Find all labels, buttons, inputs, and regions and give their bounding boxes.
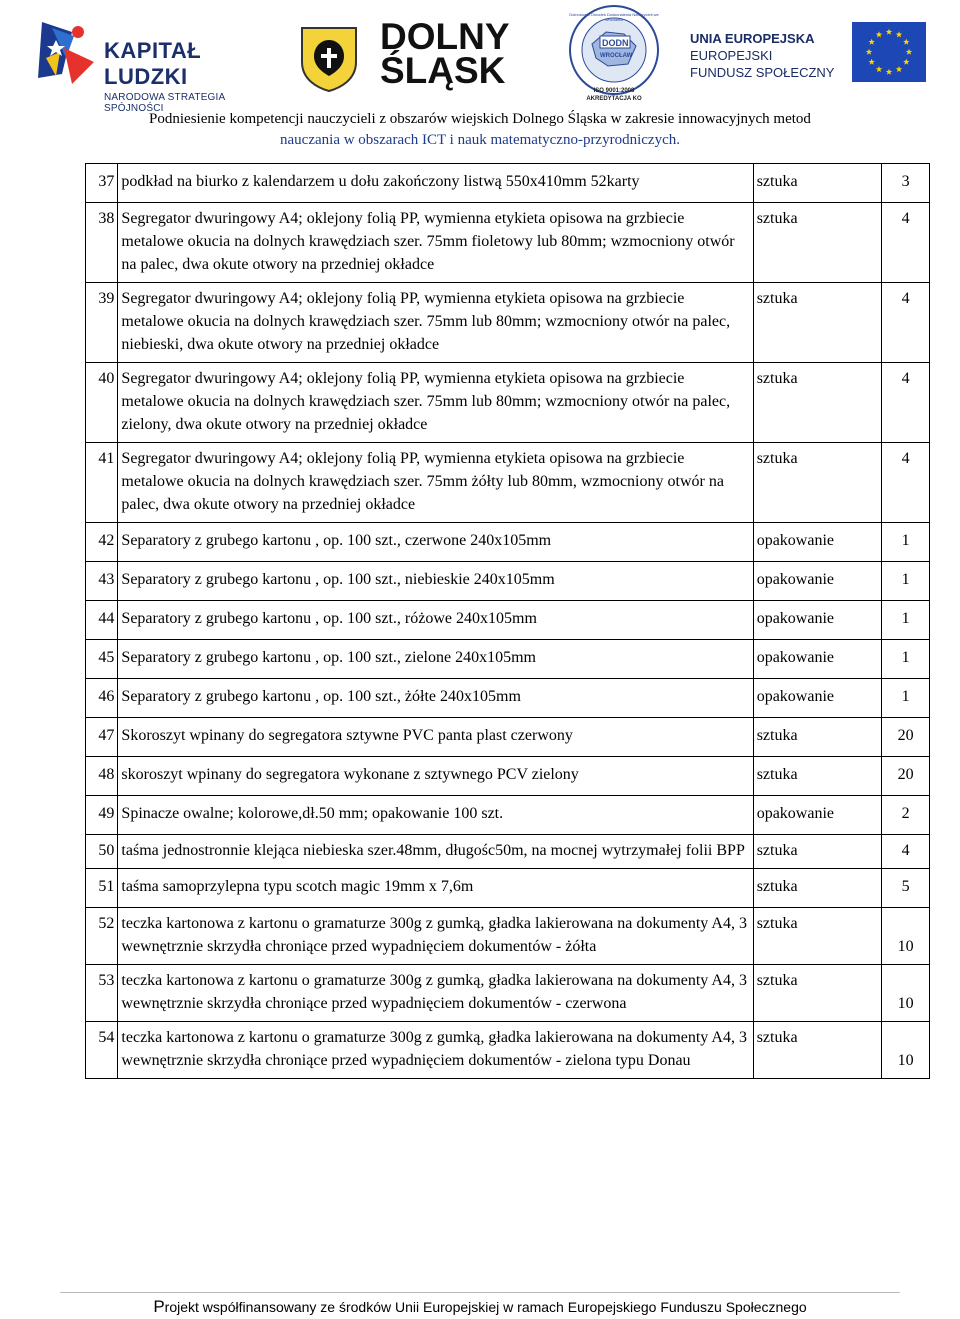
- table-row: [86, 1022, 930, 1079]
- eu-line1: UNIA EUROPEJSKA: [690, 31, 815, 46]
- item-number: 52: [86, 908, 118, 965]
- item-description: Segregator dwuringowy A4; oklejony folią PP, wymienna etykieta opisowa na grzbiecie metalowe okucia na dolnych krawędziach szer. 75mm lub 80mm; wzmocniony otwór na palec, niebieski, dwa okute otwory na przedniej okładce: [118, 283, 753, 363]
- eu-flag-icon: [852, 22, 926, 82]
- item-unit: opakowanie: [753, 523, 882, 562]
- items-table: [85, 163, 930, 1079]
- dodn-logo: [562, 4, 672, 108]
- item-number: 51: [86, 869, 118, 908]
- item-unit: sztuka: [753, 283, 882, 363]
- item-number: 41: [86, 443, 118, 523]
- eu-line3: FUNDUSZ SPOŁECZNY: [690, 65, 835, 80]
- dolny-slask-line2: ŚLĄSK: [380, 50, 506, 91]
- item-unit: sztuka: [753, 363, 882, 443]
- table-row: [86, 443, 930, 523]
- item-quantity: 2: [882, 796, 930, 835]
- table-row: [86, 835, 930, 869]
- table-row: [86, 718, 930, 757]
- item-quantity: 1: [882, 523, 930, 562]
- table-row: [86, 363, 930, 443]
- item-quantity: 4: [882, 283, 930, 363]
- item-description: teczka kartonowa z kartonu o gramaturze 300g z gumką, gładka lakierowana na dokumenty A4, 3 wewnętrznie skrzydła chroniące przed wypadnięciem dokumentów - żółta: [118, 908, 753, 965]
- table-row: [86, 562, 930, 601]
- item-description: taśma jednostronnie klejąca niebieska szer.48mm, długośc50m, na mocnej wytrzymałej folii BPP: [118, 835, 753, 869]
- item-unit: sztuka: [753, 164, 882, 203]
- item-description: Separatory z grubego kartonu , op. 100 szt., czerwone 240x105mm: [118, 523, 753, 562]
- item-description: Separatory z grubego kartonu , op. 100 szt., zielone 240x105mm: [118, 640, 753, 679]
- item-quantity: 3: [882, 164, 930, 203]
- item-number: 46: [86, 679, 118, 718]
- table-row: [86, 869, 930, 908]
- dodn-accreditation: AKREDYTACJA KO: [586, 96, 642, 102]
- item-quantity: 4: [882, 203, 930, 283]
- item-description: taśma samoprzylepna typu scotch magic 19mm x 7,6m: [118, 869, 753, 908]
- dodn-ring-text: Dolnośląski Ośrodek Doskonalenia Nauczycieli we Wrocławiu: [569, 12, 659, 22]
- dodn-city: WROCŁAW: [600, 53, 633, 59]
- item-quantity: 20: [882, 757, 930, 796]
- project-subtitle-line1: Podniesienie kompetencji nauczycieli z obszarów wiejskich Dolnego Śląska w zakresie innowacyjnych metod: [149, 111, 811, 127]
- table-row: [86, 796, 930, 835]
- item-number: 42: [86, 523, 118, 562]
- table-row: [86, 601, 930, 640]
- table-row: [86, 523, 930, 562]
- item-unit: sztuka: [753, 908, 882, 965]
- item-number: 40: [86, 363, 118, 443]
- item-quantity: 5: [882, 869, 930, 908]
- project-subtitle-line2: nauczania w obszarach ICT i nauk matematyczno-przyrodniczych.: [280, 132, 680, 148]
- item-description: podkład na biurko z kalendarzem u dołu zakończony listwą 550x410mm 52karty: [118, 164, 753, 203]
- items-table-body: [86, 164, 930, 1079]
- item-description: Segregator dwuringowy A4; oklejony folią PP, wymienna etykieta opisowa na grzbiecie metalowe okucia na dolnych krawędziach szer. 75mm lub 80mm; wzmocniony otwór na palec, zielony, dwa okute otwory na przedniej okładce: [118, 363, 753, 443]
- item-description: skoroszyt wpinany do segregatora wykonane z sztywnego PCV zielony: [118, 757, 753, 796]
- item-quantity: 1: [882, 679, 930, 718]
- item-unit: sztuka: [753, 869, 882, 908]
- item-unit: sztuka: [753, 965, 882, 1022]
- coat-of-arms-icon: [300, 26, 358, 92]
- kapital-ludzki-logo: [38, 18, 278, 114]
- item-unit: opakowanie: [753, 679, 882, 718]
- item-quantity: 10: [882, 908, 930, 965]
- item-number: 53: [86, 965, 118, 1022]
- item-description: Spinacze owalne; kolorowe,dł.50 mm; opakowanie 100 szt.: [118, 796, 753, 835]
- item-unit: opakowanie: [753, 601, 882, 640]
- table-row: [86, 164, 930, 203]
- item-number: 43: [86, 562, 118, 601]
- table-row: [86, 679, 930, 718]
- item-number: 45: [86, 640, 118, 679]
- item-quantity: 1: [882, 640, 930, 679]
- item-number: 50: [86, 835, 118, 869]
- eu-line2: EUROPEJSKI: [690, 48, 773, 63]
- item-unit: sztuka: [753, 203, 882, 283]
- dodn-iso: ISO 9001:2008: [593, 88, 635, 94]
- item-description: Skoroszyt wpinany do segregatora sztywne PVC panta plast czerwony: [118, 718, 753, 757]
- item-number: 48: [86, 757, 118, 796]
- footer-rest: rojekt współfinansowany ze środków Unii Europejskiej w ramach Europejskiego Funduszu Społecznego: [164, 1299, 807, 1315]
- item-description: teczka kartonowa z kartonu o gramaturze 300g z gumką, gładka lakierowana na dokumenty A4, 3 wewnętrznie skrzydła chroniące przed wypadnięciem dokumentów - zielona typu Donau: [118, 1022, 753, 1079]
- item-quantity: 10: [882, 965, 930, 1022]
- item-unit: opakowanie: [753, 796, 882, 835]
- item-unit: sztuka: [753, 757, 882, 796]
- item-quantity: 20: [882, 718, 930, 757]
- item-unit: sztuka: [753, 443, 882, 523]
- dolny-slask-line1: DOLNY: [380, 16, 510, 57]
- item-unit: sztuka: [753, 718, 882, 757]
- table-row: [86, 640, 930, 679]
- item-number: 49: [86, 796, 118, 835]
- item-description: Separatory z grubego kartonu , op. 100 szt., różowe 240x105mm: [118, 601, 753, 640]
- item-number: 39: [86, 283, 118, 363]
- item-quantity: 4: [882, 835, 930, 869]
- item-quantity: 10: [882, 1022, 930, 1079]
- item-description: Separatory z grubego kartonu , op. 100 szt., niebieskie 240x105mm: [118, 562, 753, 601]
- table-row: [86, 908, 930, 965]
- kapital-ludzki-subtitle: NARODOWA STRATEGIA SPÓJNOŚCI: [104, 92, 225, 114]
- item-number: 44: [86, 601, 118, 640]
- table-row: [86, 283, 930, 363]
- item-description: Separatory z grubego kartonu , op. 100 szt., żółte 240x105mm: [118, 679, 753, 718]
- item-quantity: 4: [882, 363, 930, 443]
- item-number: 37: [86, 164, 118, 203]
- item-unit: sztuka: [753, 835, 882, 869]
- item-description: Segregator dwuringowy A4; oklejony folią PP, wymienna etykieta opisowa na grzbiecie metalowe okucia na dolnych krawędziach szer. 75mm żółty lub 80mm, wzmocniony otwór na palec, dwa okute otwory na przedniej okładce: [118, 443, 753, 523]
- item-unit: opakowanie: [753, 562, 882, 601]
- item-description: Segregator dwuringowy A4; oklejony folią PP, wymienna etykieta opisowa na grzbiecie metalowe okucia na dolnych krawędziach szer. 75mm fioletowy lub 80mm; wzmocniony otwór na palec, dwa okute otwory na przedniej okładce: [118, 203, 753, 283]
- footer-divider: [60, 1292, 900, 1293]
- footer-initial: P: [153, 1297, 165, 1316]
- item-number: 47: [86, 718, 118, 757]
- item-number: 38: [86, 203, 118, 283]
- table-row: [86, 757, 930, 796]
- table-row: [86, 203, 930, 283]
- item-quantity: 4: [882, 443, 930, 523]
- item-description: teczka kartonowa z kartonu o gramaturze 300g z gumką, gładka lakierowana na dokumenty A4, 3 wewnętrznie skrzydła chroniące przed wypadnięciem dokumentów - czerwona: [118, 965, 753, 1022]
- item-quantity: 1: [882, 562, 930, 601]
- table-row: [86, 965, 930, 1022]
- item-quantity: 1: [882, 601, 930, 640]
- item-unit: opakowanie: [753, 640, 882, 679]
- item-number: 54: [86, 1022, 118, 1079]
- item-unit: sztuka: [753, 1022, 882, 1079]
- dodn-name: DODN: [602, 38, 629, 48]
- eu-logo: [690, 22, 930, 92]
- kapital-ludzki-title: KAPITAŁ LUDZKI: [104, 38, 202, 89]
- dolny-slask-logo: [300, 16, 520, 92]
- footer-text: [0, 1297, 960, 1317]
- kapital-ludzki-mark-icon: [38, 18, 100, 84]
